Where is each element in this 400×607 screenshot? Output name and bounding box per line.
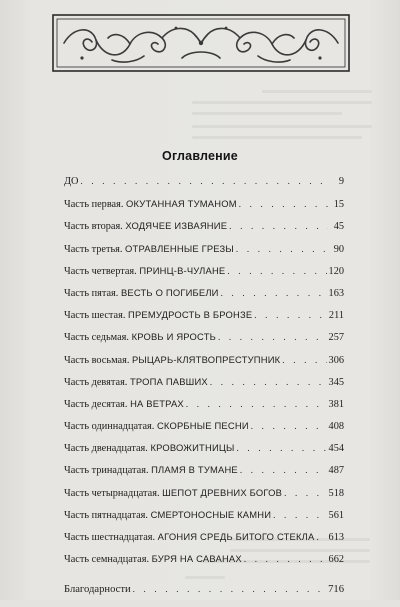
toc-entry-label [64,220,227,232]
toc-entry [64,331,344,353]
toc-entry-part: Часть одиннадцатая. [64,421,155,433]
toc-leader-dots [218,332,327,342]
toc-leader-dots [282,355,326,365]
table-of-contents [64,176,344,607]
toc-page-number: 716 [328,584,344,596]
toc-page-number: 381 [328,398,344,410]
toc-entry [64,354,344,376]
toc-leader-dots [236,244,328,254]
toc-entry-label [64,243,234,255]
bleed-through-line [192,101,372,104]
bleed-through-line [262,90,372,93]
toc-entry-label [64,398,184,410]
toc-entry-title: АГОНИЯ СРЕДЬ БИТОГО СТЕКЛА [157,531,315,542]
toc-entry-title: ШЕПОТ ДРЕВНИХ БОГОВ [162,486,283,498]
toc-entry-title: НА ВЕТРАХ [130,397,184,409]
toc-entry-part: Часть десятая. [64,398,128,410]
toc-entry [64,265,344,287]
toc-entry-label [64,376,208,388]
toc-leader-dots [239,199,328,209]
toc-leader-dots [237,443,327,453]
toc-leader-dots [273,510,326,520]
toc-leader-dots [227,266,326,276]
toc-entry-label [64,331,216,343]
toc-entry-part: Часть семнадцатая. [64,554,150,566]
toc-entry-part: Благодарности [64,584,131,596]
toc-entry [64,420,344,442]
toc-entry-label [64,176,78,187]
toc-page-number: 211 [328,310,344,322]
toc-entry-title: СКОРБНЫЕ ПЕСНИ [156,420,249,432]
toc-entry [64,398,344,420]
toc-page-number: 487 [328,465,344,477]
toc-entry [64,442,344,464]
bleed-through-line [192,125,372,128]
toc-leader-dots [221,288,327,298]
toc-entry-title: ПЛАМЯ В ТУМАНЕ [151,464,238,476]
toc-entry [64,553,344,575]
toc-entry-part: Часть четырнадцатая. [64,487,160,499]
toc-entry-label [64,584,131,595]
toc-entry [64,220,344,242]
bleed-through-line [192,136,362,139]
toc-entry-label [64,553,242,565]
toc-entry-part: Часть вторая. [64,221,123,233]
toc-page-number: 662 [328,554,344,566]
toc-entry-part: Часть третья. [64,243,123,255]
bleed-through-line [192,112,342,115]
toc-entry-part: Часть двенадцатая. [64,443,148,455]
toc-leader-dots [244,554,327,564]
toc-entry [64,176,344,198]
toc-entry-part: Часть шестнадцатая. [64,532,156,543]
toc-leader-dots [186,399,327,409]
toc-entry-title: ХОДЯЧЕЕ ИЗВАЯНИЕ [125,220,228,232]
toc-page-number: 345 [328,376,344,388]
toc-leader-dots [316,532,326,542]
toc-entry-label [64,198,237,210]
toc-entry-title: ТРОПА ПАВШИХ [129,375,208,387]
toc-entry-title: ВЕСТЬ О ПОГИБЕЛИ [120,286,219,298]
toc-page-number: 408 [328,421,344,433]
toc-leader-dots [240,465,327,475]
toc-entry [64,509,344,531]
toc-entry-label [64,420,249,432]
toc-entry-title: ПРЕМУДРОСТЬ В БРОНЗЕ [128,309,253,321]
toc-page-number: 306 [328,354,344,366]
toc-entry-part: Часть седьмая. [64,332,129,344]
toc-leader-dots [133,584,326,594]
toc-entry-title: РЫЦАРЬ-КЛЯТВОПРЕСТУПНИК [131,353,281,365]
toc-entry [64,198,344,220]
toc-page-number: 454 [328,443,344,455]
toc-entry-label [64,509,271,521]
toc-entry-title: ОКУТАННАЯ ТУМАНОМ [126,198,237,210]
toc-leader-dots [254,310,327,320]
toc-page-number: 120 [328,265,344,277]
toc-entry-part: Часть шестая. [64,310,126,322]
toc-entry [64,287,344,309]
toc-entry-title: КРОВЬ И ЯРОСТЬ [131,331,216,343]
toc-page-number: 45 [333,221,344,233]
toc-entry-part: ДО [64,176,79,187]
toc-entry-label [64,354,280,366]
toc-entry-label [64,487,282,499]
toc-entry-title: ОТРАВЛЕННЫЕ ГРЕЗЫ [125,242,234,254]
toc-leader-dots [210,377,327,387]
toc-leader-dots [251,421,327,431]
toc-entry [64,376,344,398]
toc-page-number: 561 [328,509,344,521]
toc-entry-title: СМЕРТОНОСНЫЕ КАМНИ [150,508,272,520]
toc-entry-title: КРОВОЖИТНИЦЫ [150,442,235,454]
toc-entry [64,487,344,509]
toc-leader-dots [284,488,326,498]
toc-entry-label [64,309,252,321]
toc-leader-dots [229,221,328,231]
toc-entry [64,464,344,486]
toc-entry-label [64,287,219,299]
toc-entry-part: Часть восьмая. [64,354,130,366]
toc-page-number: 163 [328,287,344,299]
toc-entry-label [64,442,235,454]
toc-page-number: 257 [328,332,344,344]
toc-entry-part: Часть тринадцатая. [64,465,149,477]
toc-entry-part: Часть пятая. [64,287,119,299]
toc-page-number: 518 [328,487,344,499]
toc-entry-title: ПРИНЦ-В-ЧУЛАНЕ [139,264,226,276]
ornament-header-icon [52,14,350,72]
toc-entry [64,531,344,553]
toc-entry-part: Часть пятнадцатая. [64,509,148,521]
toc-entry-part: Часть четвертая. [64,265,137,277]
toc-entry-label [64,531,314,543]
toc-entry [64,309,344,331]
toc-entry-part: Часть девятая. [64,376,128,388]
toc-entry [64,584,344,606]
toc-entry-title: БУРЯ НА САВАНАХ [151,553,242,565]
toc-entry-part: Часть первая. [64,199,124,211]
toc-page-number: 613 [328,532,344,543]
toc-page-number: 90 [333,243,344,255]
toc-heading: Оглавление [162,149,238,163]
toc-leader-dots [80,176,328,186]
toc-entry-label [64,265,225,277]
toc-page-number: 15 [333,199,344,211]
toc-entry-label [64,464,238,476]
toc-entry [64,243,344,265]
toc-page-number: 9 [338,176,344,187]
